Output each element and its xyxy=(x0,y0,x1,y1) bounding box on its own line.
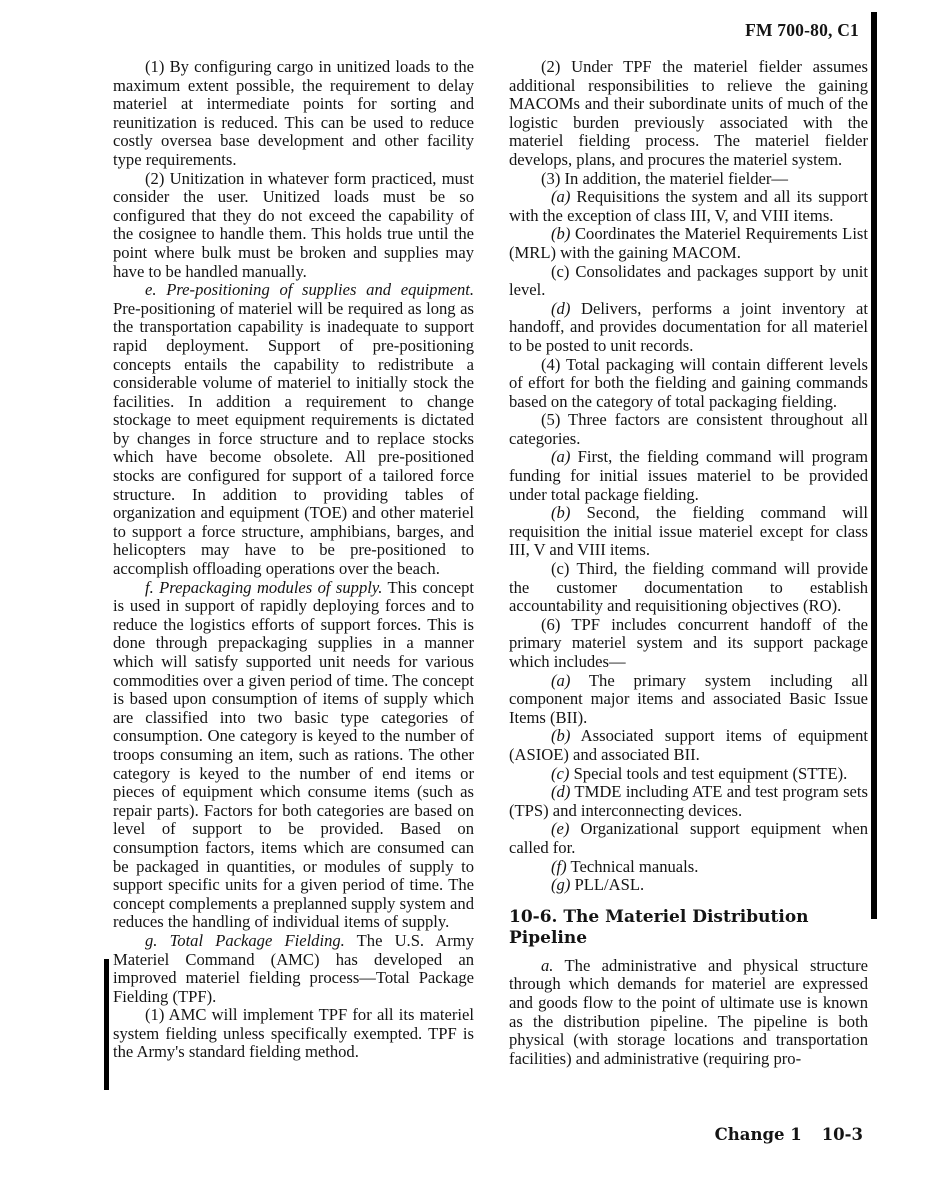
item-text: The primary system including all component major items and associated Basic Issue Items (BII). xyxy=(509,670,868,727)
item-marker: (b) xyxy=(551,503,571,523)
item-marker: (b) xyxy=(551,224,571,244)
paragraph-total-package-fielding xyxy=(113,932,474,1006)
right-column xyxy=(509,58,868,1068)
page-footer xyxy=(695,1125,863,1144)
paragraph-body: Pre-positioning of materiel will be required as long as the transportation capability is inadequate to support rapid deployment. Support of pre-positioning concepts entails the capability to redistribute a considerable volume of materiel to initially stock the facilities. In addition a requirement to change stockage to meet equipment requirements is dictated by changes in force structure and to replace stocks which have become obsolete. All pre-positioned stocks are configured for support of a tailored force structure. In addition to providing tables of organization and equipment (TOE) and other materiel to support a force structure, amphibians, barges, and helicopters may have to be pre-positioned to accomplish offloading operations over the beach. xyxy=(113,298,474,579)
item-marker: a. xyxy=(541,955,554,975)
list-item xyxy=(509,448,868,504)
item-text: Special tools and test equipment (STTE). xyxy=(569,763,848,783)
paragraph-lead: e. Pre-positioning of supplies and equipment. xyxy=(145,280,474,300)
item-marker: (d) xyxy=(551,298,571,318)
item-marker: (d) xyxy=(551,782,571,802)
list-item xyxy=(509,858,868,877)
item-text: Coordinates the Materiel Requirements List (MRL) with the gaining MACOM. xyxy=(509,224,868,262)
paragraph-tpf-3: (3) In addition, the materiel fielder— xyxy=(541,168,788,188)
paragraph-tpf-4: (4) Total packaging will contain different levels of effort for both the fielding and gaining commands based on the category of total packaging fielding. xyxy=(509,354,868,411)
list-item xyxy=(509,504,868,560)
paragraph-lead: f. Prepackaging modules of supply. xyxy=(145,577,383,597)
item-text: Delivers, performs a joint inventory at handoff, and provides documentation for all materiel to be posted to unit records. xyxy=(509,298,868,355)
paragraph-tpf-5: (5) Three factors are consistent throughout all categories. xyxy=(509,410,868,448)
paragraph-body: The administrative and physical structure through which demands for materiel are expressed and goods flow to the point of ultimate use is known as the distribution pipeline. The pipeline is both physical (with storage locations and transportation facilities) and administrative (requiring pro- xyxy=(509,955,868,1068)
paragraph-pipeline-a xyxy=(509,957,868,1069)
list-item xyxy=(509,765,868,784)
item-marker: (g) xyxy=(551,875,571,895)
item-text: Associated support items of equipment (ASIOE) and associated BII. xyxy=(509,726,868,764)
list-item xyxy=(509,672,868,728)
paragraph-tpf-1: (1) AMC will implement TPF for all its materiel system fielding unless specifically exempted. TPF is the Army's standard fielding method. xyxy=(113,1005,474,1062)
paragraph-unitization-1: (1) By configuring cargo in unitized loads to the maximum extent possible, the requirement to delay materiel at intermediate points for sorting and reunitization is reduced. This can be used to reduce costly oversea base development and other facility type requirements. xyxy=(113,57,474,169)
paragraph-tpf-6: (6) TPF includes concurrent handoff of the primary materiel system and its support package which includes— xyxy=(509,614,868,671)
paragraph-lead: g. Total Package Fielding. xyxy=(145,930,345,950)
paragraph-unitization-2: (2) Unitization in whatever form practiced, must consider the user. Unitized loads must be so configured that they do not exceed the capability of the cosignee to handle them. This holds true until the point where bulk must be broken and supplies may have to be handled manually. xyxy=(113,168,474,281)
paragraph-prepositioning xyxy=(113,281,474,579)
item-marker: (a) xyxy=(551,670,571,690)
section-heading: 10-6. The Materiel Distribution Pipeline xyxy=(509,906,809,948)
list-item xyxy=(509,783,868,820)
paragraph-body: The U.S. Army Materiel Command (AMC) has developed an improved materiel fielding process—Total Package Fielding (TPF). xyxy=(113,930,474,1006)
item-text: Technical manuals. xyxy=(566,856,699,876)
list-item xyxy=(509,727,868,764)
item-marker: (b) xyxy=(551,726,571,746)
change-bar-left xyxy=(104,959,109,1090)
running-header: FM 700-80, C1 xyxy=(745,20,859,40)
item-text: TMDE including ATE and test program sets (TPS) and interconnecting devices. xyxy=(509,782,868,820)
item-text: Second, the fielding command will requisition the initial issue materiel except for class III, V and VIII items. xyxy=(509,503,868,560)
page-number: 10-3 xyxy=(821,1125,863,1144)
paragraph-body: This concept is used in support of rapidly deploying forces and to reduce the logistics efforts of support forces. This is done through prepackaging supplies in a manner which will satisfy supported unit needs for various commodities over a given period of time. The concept is based upon consumption of items of supply which are classified into two basic type categories of consumption. One category is keyed to the number of troops consuming an item, such as rations. The other category is keyed to the number of end items or pieces of equipment which consume items (such as repair parts). Factors for both categories are based on level of support to be provided. Based on consumption factors, items which are consumed can be packaged in quantities, or modules of supply to support specific units for a given period of time. The concept complements a preplanned supply system and reduces the handling of individual items of supply. xyxy=(113,577,474,932)
change-bar-right xyxy=(871,12,877,919)
list-item xyxy=(509,188,868,225)
item-text: Organizational support equipment when called for. xyxy=(509,819,868,857)
item-text: First, the fielding command will program funding for initial issues materiel to be provided under total package fielding. xyxy=(509,447,868,504)
paragraph-tpf-2: (2) Under TPF the materiel fielder assumes additional responsibilities to relieve the gaining MACOMs and their subordinate units of much of the logistic burden previously associated with the materiel fielding process. The materiel fielder develops, plans, and procures the materiel system. xyxy=(509,57,868,169)
list-item: (c) Third, the fielding command will provide the customer documentation to establish accountability and requisitioning objectives (RO). xyxy=(509,559,868,616)
item-text: PLL/ASL. xyxy=(570,875,645,895)
left-column xyxy=(113,58,474,1062)
list-item xyxy=(509,300,868,356)
item-marker: (a) xyxy=(551,187,571,207)
list-item xyxy=(509,876,868,895)
list-item xyxy=(509,225,868,262)
item-marker: (f) xyxy=(551,856,567,876)
list-item xyxy=(509,820,868,857)
item-marker: (c) xyxy=(551,763,570,783)
change-label: Change 1 xyxy=(714,1125,802,1144)
item-marker: (e) xyxy=(551,819,570,839)
item-marker: (a) xyxy=(551,447,571,467)
list-item: (c) Consolidates and packages support by unit level. xyxy=(509,261,868,300)
item-text: Requisitions the system and all its support with the exception of class III, V, and VIII items. xyxy=(509,187,868,225)
paragraph-prepackaging xyxy=(113,579,474,932)
